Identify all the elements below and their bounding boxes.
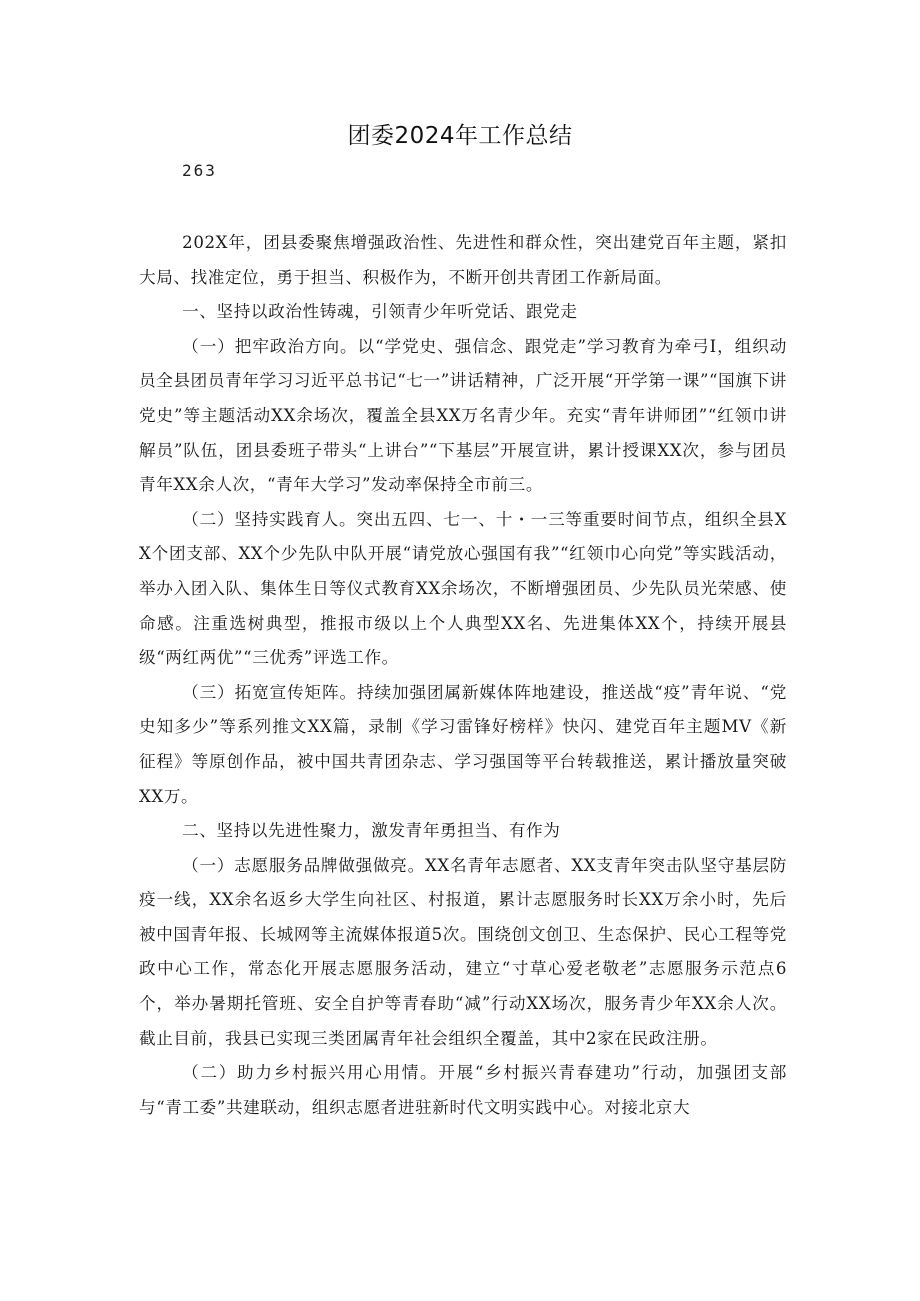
document-body	[139, 226, 787, 1125]
paragraph-1-3: （三）拓宽宣传矩阵。持续加强团属新媒体阵地建设，推送战“疫”青年说、“党史知多少”等系列推文XX篇，录制《学习雷锋好榜样》快闪、建党百年主题MV《新征程》等原创作品，被中国共青团杂志、学习强国等平台转载推送，累计播放量突破XX万。	[139, 682, 787, 806]
section-heading-1: 一、坚持以政治性铸魂，引领青少年听党话、跟党走	[182, 302, 578, 322]
section-heading-2: 二、坚持以先进性聚力，激发青年勇担当、有作为	[182, 821, 561, 841]
document-title: 团委2024年工作总结	[347, 123, 573, 149]
intro-paragraph: 202X年，团县委聚焦增强政治性、先进性和群众性，突出建党百年主题，紧扣大局、找准定位，勇于担当、积极作为，不断开创共青团工作新局面。	[139, 233, 787, 287]
paragraph-2-2: （二）助力乡村振兴用心用情。开展“乡村振兴青春建功”行动，加强团支部与“青工委”共建联动，组织志愿者进驻新时代文明实践中心。对接北京大	[139, 1063, 787, 1117]
paragraph-1-2: （二）坚持实践育人。突出五四、七一、十・一三等重要时间节点，组织全县XX个团支部、XX个少先队中队开展“请党放心强国有我”“红领巾心向党”等实践活动，举办入团入队、集体生日等仪式教育XX余场次，不断增强团员、少先队员光荣感、使命感。注重选树典型，推报市级以上个人典型XX名、先进集体XX个，持续开展县级“两红两优”“三优秀”评选工作。	[139, 509, 787, 668]
paragraph-2-1: （一）志愿服务品牌做强做亮。XX名青年志愿者、XX支青年突击队坚守基层防疫一线，XX余名返乡大学生向社区、村报道，累计志愿服务时长XX万余小时，先后被中国青年报、长城网等主流媒体报道5次。围绕创文创卫、生态保护、民心工程等党政中心工作，常态化开展志愿服务活动，建立“寸草心爱老敬老”志愿服务示范点6个，举办暑期托管班、安全自护等青春助“减”行动XX场次，服务青少年XX余人次。截止目前，我县已实现三类团属青年社会组织全覆盖，其中2家在民政注册。	[139, 855, 787, 1048]
paragraph-1-1: （一）把牢政治方向。以“学党史、强信念、跟党走”学习教育为牵弓I，组织动员全县团员青年学习习近平总书记“七一”讲话精神，广泛开展“开学第一课”“国旗下讲党史”等主题活动XX余场次，覆盖全县XX万名青少年。充实“青年讲师团”“红领巾讲解员”队伍，团县委班子带头“上讲台”“下基层”开展宣讲，累计授课XX次，参与团员青年XX余人次，“青年大学习”发动率保持全市前三。	[139, 336, 787, 495]
document-number: 263	[182, 161, 217, 180]
